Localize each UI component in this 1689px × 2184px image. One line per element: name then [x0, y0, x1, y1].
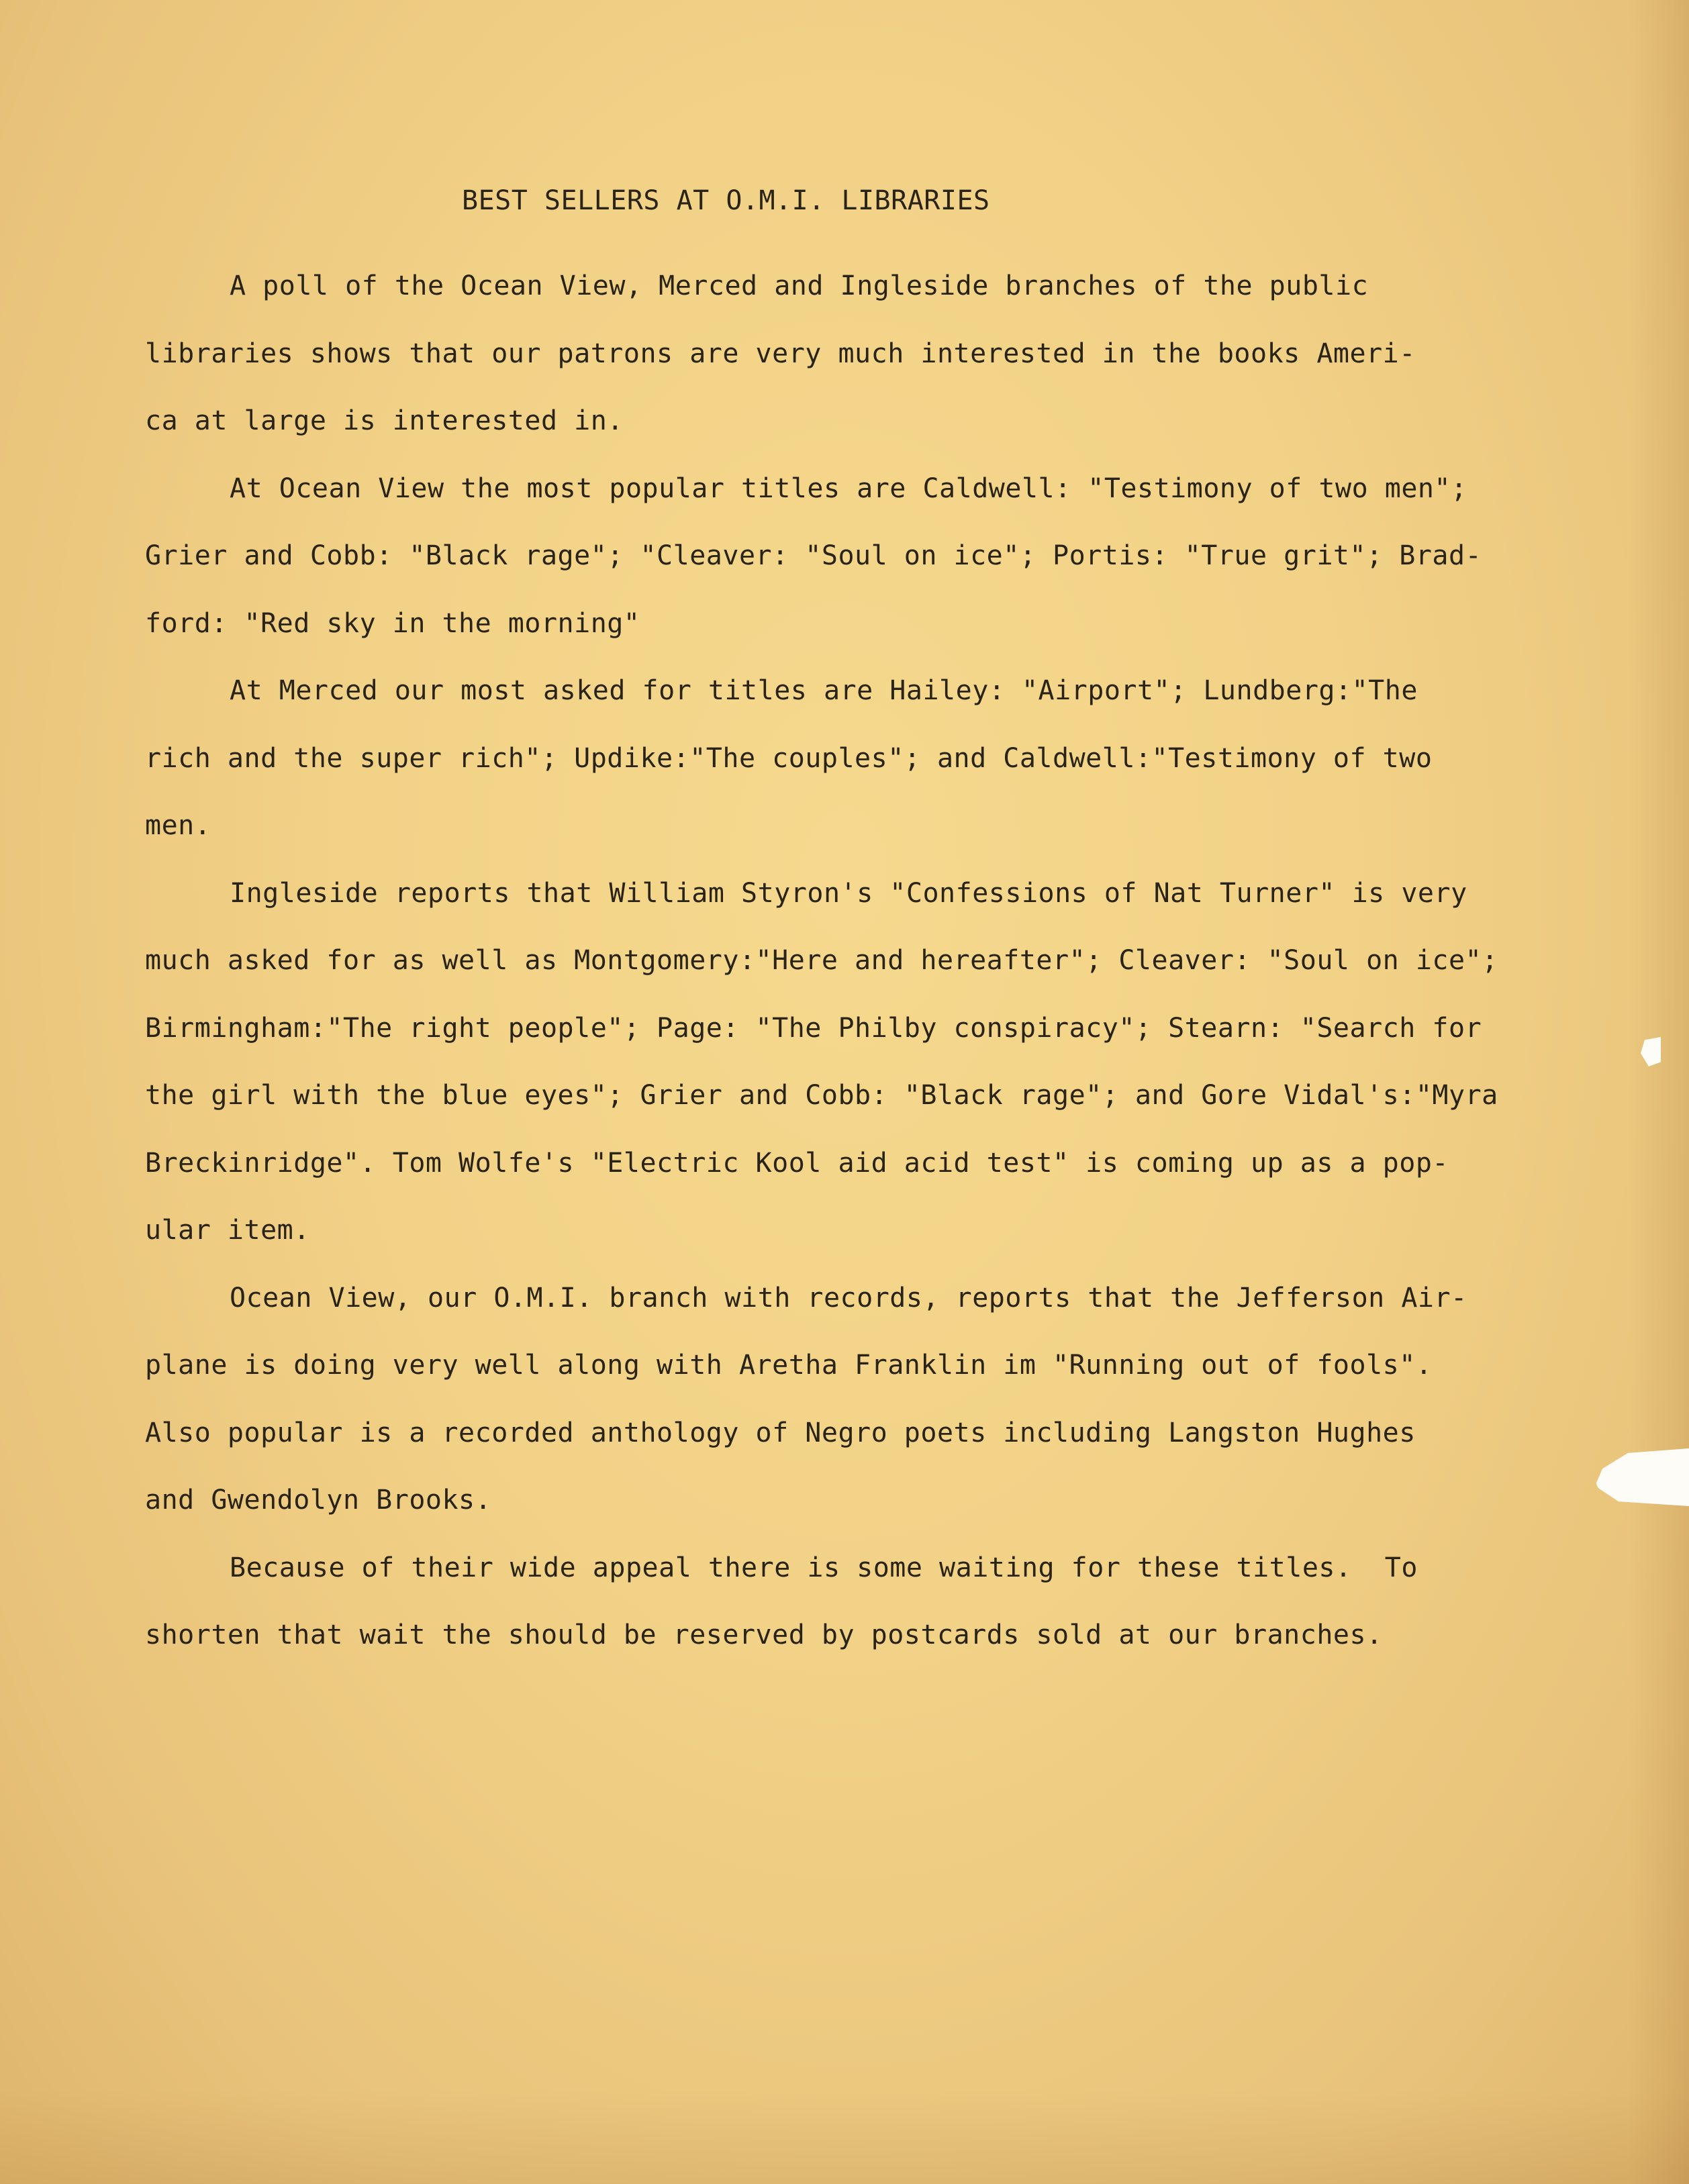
- text-line: At Ocean View the most popular titles are Caldwell: "Testimony of two men";: [230, 473, 1467, 504]
- text-line: much asked for as well as Montgomery:"Here and hereafter"; Cleaver: "Soul on ice";: [145, 945, 1498, 976]
- text-line: libraries shows that our patrons are very much interested in the books Ameri-: [145, 338, 1416, 369]
- text-line: Grier and Cobb: "Black rage"; "Cleaver: "Soul on ice"; Portis: "True grit"; Brad-: [145, 540, 1482, 571]
- document-body: [145, 252, 1498, 1669]
- paper-tear: [1595, 1448, 1689, 1506]
- text-line: At Merced our most asked for titles are Hailey: "Airport"; Lundberg:"The: [230, 675, 1418, 706]
- text-line: plane is doing very well along with Aretha Franklin im "Running out of fools".: [145, 1350, 1433, 1381]
- text-line: ular item.: [145, 1215, 310, 1246]
- document-title: BEST SELLERS AT O.M.I. LIBRARIES: [462, 185, 990, 216]
- text-line: Birmingham:"The right people"; Page: "The Philby conspiracy"; Stearn: "Search for: [145, 1012, 1482, 1044]
- text-line: and Gwendolyn Brooks.: [145, 1485, 492, 1516]
- text-line: Ingleside reports that William Styron's "Confessions of Nat Turner" is very: [230, 877, 1467, 909]
- text-line: Ocean View, our O.M.I. branch with records, reports that the Jefferson Air-: [230, 1282, 1467, 1313]
- text-line: Because of their wide appeal there is some waiting for these titles. To: [230, 1552, 1418, 1583]
- text-line: ford: "Red sky in the morning": [145, 607, 640, 639]
- text-line: the girl with the blue eyes"; Grier and Cobb: "Black rage"; and Gore Vidal's:"Myra: [145, 1080, 1498, 1111]
- text-line: ca at large is interested in.: [145, 405, 624, 436]
- text-line: Breckinridge". Tom Wolfe's "Electric Kool aid acid test" is coming up as a pop-: [145, 1147, 1449, 1179]
- text-line: rich and the super rich"; Updike:"The couples"; and Caldwell:"Testimony of two: [145, 742, 1433, 774]
- text-line: A poll of the Ocean View, Merced and Ingleside branches of the public: [230, 270, 1369, 301]
- paper-tear: [1641, 1037, 1661, 1066]
- text-line: Also popular is a recorded anthology of Negro poets including Langston Hughes: [145, 1417, 1416, 1448]
- text-line: shorten that wait the should be reserved by postcards sold at our branches.: [145, 1620, 1383, 1650]
- text-line: men.: [145, 810, 211, 841]
